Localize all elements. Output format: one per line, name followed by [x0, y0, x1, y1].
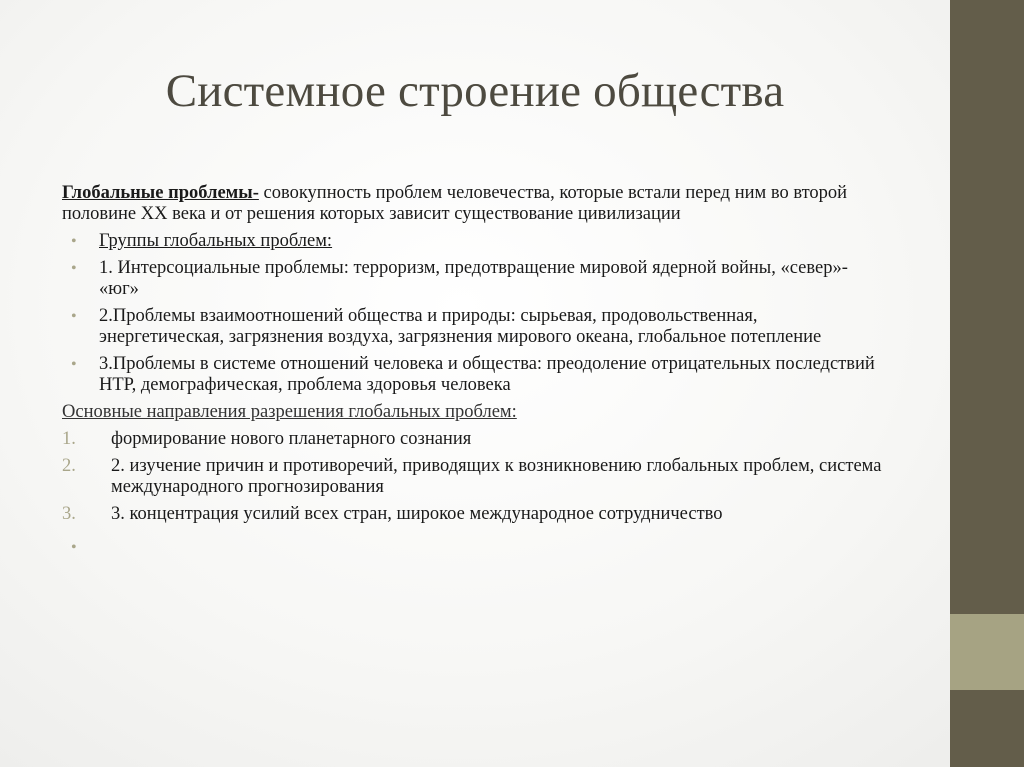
list-item [62, 258, 882, 300]
directions-list [62, 429, 882, 525]
definition-text: совокупность проблем человечества, которые встали перед ним во второй половине XX века и от решения которых зависит существование цивилизации [62, 183, 848, 224]
slide-title: Системное строение общества [165, 65, 785, 117]
list-number: 3. [62, 504, 76, 524]
direction-text: 3. концентрация усилий всех стран, широкое международное сотрудничество [111, 504, 723, 524]
list-item [62, 504, 882, 525]
list-number: 2. [62, 456, 76, 476]
bullet-icon: • [71, 233, 77, 250]
list-item [62, 354, 882, 396]
groups-heading: Группы глобальных проблем: [99, 231, 333, 251]
list-item [62, 429, 882, 450]
bullet-icon: • [71, 539, 77, 556]
direction-text: 2. изучение причин и противоречий, приводящих к возникновению глобальных проблем, система международного прогнозирования [111, 456, 882, 497]
group-society-nature: 2.Проблемы взаимоотношений общества и природы: сырьевая, продовольственная, энергетическая, загрязнения воздуха, загрязнения мирового океана, глобальное потепление [99, 306, 822, 347]
group-intersocial: 1. Интерсоциальные проблемы: терроризм, предотвращение мировой ядерной войны, «север»- «юг» [99, 258, 848, 299]
list-item [62, 231, 882, 252]
empty-bullet [62, 531, 882, 556]
bullet-icon: • [71, 356, 77, 373]
slide-content [62, 183, 882, 556]
side-bar-accent [950, 614, 1024, 690]
definition-paragraph [62, 183, 882, 225]
directions-heading: Основные направления разрешения глобальных проблем: [62, 402, 517, 422]
group-human-society: 3.Проблемы в системе отношений человека и общества: преодоление отрицательных последствий НТР, демографическая, проблема здоровья человека [99, 354, 875, 395]
list-item [62, 456, 882, 498]
list-item [62, 306, 882, 348]
bullet-icon: • [71, 260, 77, 277]
list-number: 1. [62, 429, 76, 449]
bullet-icon: • [71, 308, 77, 325]
definition-term: Глобальные проблемы- [62, 183, 259, 203]
direction-text: формирование нового планетарного сознания [111, 429, 472, 449]
problem-groups-list [62, 231, 882, 396]
